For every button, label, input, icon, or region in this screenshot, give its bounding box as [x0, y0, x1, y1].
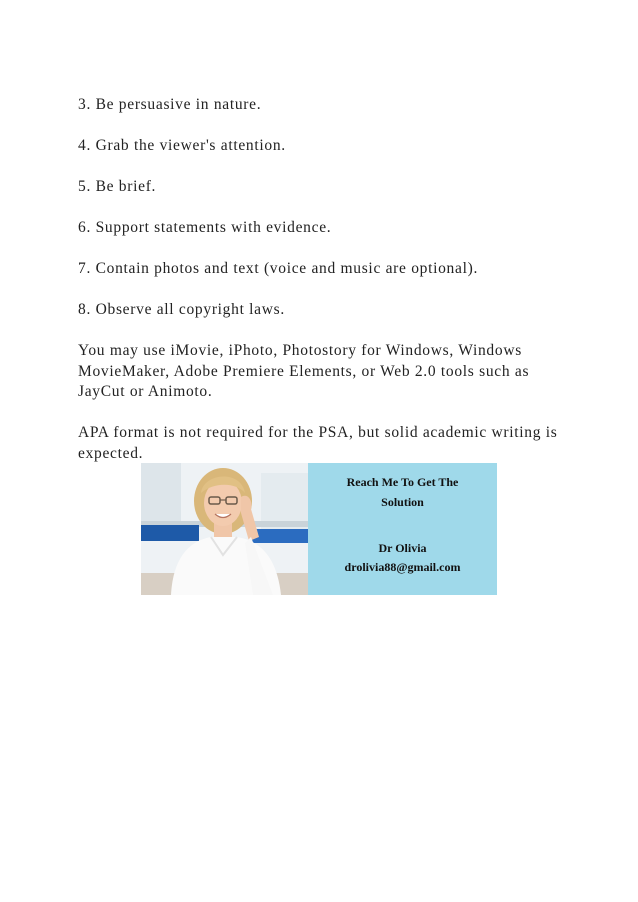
tools-paragraph: You may use iMovie, iPhoto, Photostory for Windows, Windows MovieMaker, Adobe Premiere Elements, or Web 2.0 tools such as JayCut or Animoto.	[78, 342, 530, 400]
headline-line2: Solution	[381, 495, 424, 509]
woman-photo	[141, 463, 308, 595]
contact-banner	[141, 463, 497, 595]
contact-name: Dr Olivia	[378, 541, 427, 555]
format-paragraph: APA format is not required for the PSA, but solid academic writing is expected.	[78, 424, 558, 462]
list-item: 4. Grab the viewer's attention.	[78, 137, 286, 154]
list-item: 6. Support statements with evidence.	[78, 219, 332, 236]
document-body	[78, 95, 568, 464]
contact-panel	[308, 463, 497, 595]
list-item: 7. Contain photos and text (voice and music are optional).	[78, 260, 479, 277]
headline-line1: Reach Me To Get The	[346, 475, 459, 489]
list-item: 3. Be persuasive in nature.	[78, 96, 262, 113]
woman-illustration	[141, 463, 308, 595]
contact-email: drolivia88@gmail.com	[344, 560, 461, 574]
list-item: 8. Observe all copyright laws.	[78, 301, 285, 318]
list-item: 5. Be brief.	[78, 178, 157, 195]
